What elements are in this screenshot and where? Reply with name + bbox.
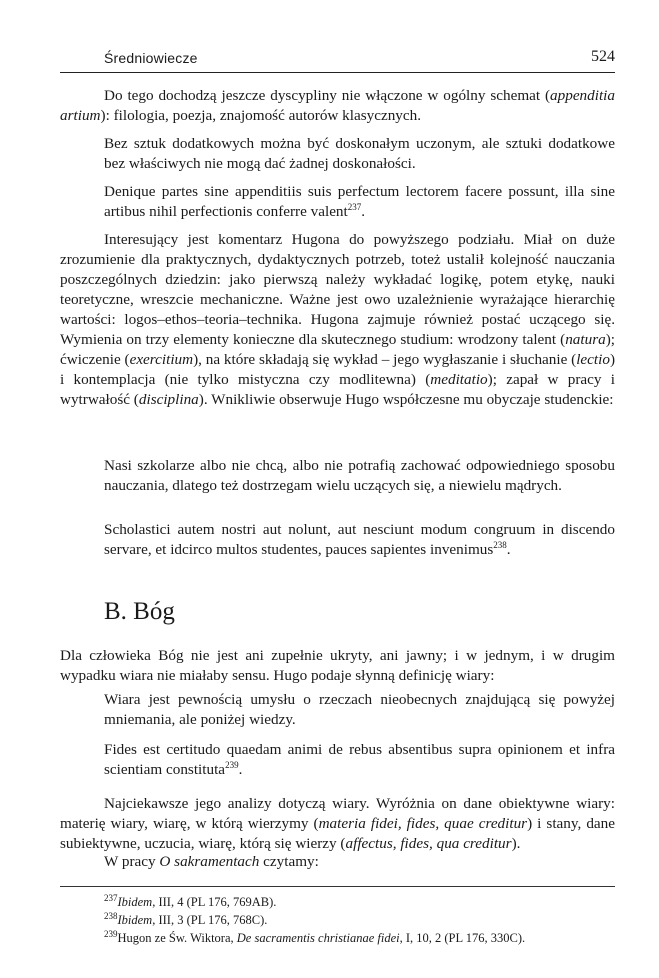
header-rule <box>60 72 615 73</box>
paragraph-hugo-commentary: Interesujący jest komentarz Hugona do powyższego podziału. Miał on duże zrozumienie dla praktycznych, dydaktycznych potrzeb, toteż ustalił kolejność nauczania poszczególnych dziedzin: jako pierwszą należy wykładać logikę, potem etykę, nauki teoretyczne, wreszcie mechaniczne. Ważne jest owo uzależnienie wyrażające hierarchię wartości: logos–ethos–teoria–technika. Hugona zajmuje również postać uczącego się. Wymienia on trzy elementy konieczne dla skutecznego studium: wrodzony talent (natura); ćwiczenie (exercitium), na które składają się wykład – jego wygłaszanie i słuchanie (lectio) i kontemplacja (nie tylko mistyczna czy modlitewna) (meditatio); zapał w pracy i wytrwałość (disciplina). Wnikliwie obserwuje Hugo współczesne mu obyczaje studenckie: <box>60 231 615 408</box>
footnote-ref: 239 <box>225 759 239 770</box>
paragraph-god: Dla człowieka Bóg nie jest ani zupełnie ukryty, ani jawny; i w jednym, i w drugim wypadku wiara nie miałaby sensu. Hugo podaje słynną definicję wiary: <box>60 647 615 684</box>
quote-polish-2: Nasi szkolarze albo nie chcą, albo nie potrafią zachować odpowiedniego sposobu nauczania, dlatego też dostrzegam wielu uczących się, a niewielu mądrych. <box>104 457 615 494</box>
quote-polish-1: Bez sztuk dodatkowych można być doskonałym uczonym, ale sztuki dodatkowe bez właściwych nie mogą dać żadnej doskonałości. <box>104 135 615 172</box>
quote-latin-2: Scholastici autem nostri aut nolunt, aut nesciunt modum congruum in discendo servare, et idcirco multos studentes, pauces sapientes invenimus$^{238}$. <box>104 521 615 558</box>
quote-latin-1: Denique partes sine appenditiis suis perfectum lectorem facere possunt, illa sine artibus nihil perfectionis conferre valent$^{237}$. <box>104 183 615 220</box>
paragraph-appenditia: Do tego dochodzą jeszcze dyscypliny nie włączone w ogólny schemat (appenditia artium): filologia, poezja, znajomość autorów klasycznych. <box>60 87 615 124</box>
running-head: Średniowiecze <box>104 50 198 66</box>
section-heading: B. Bóg <box>104 598 175 625</box>
footnote-238: $^{238}$Ibidem, III, 3 (PL 176, 768C). <box>104 910 268 927</box>
quote-polish-3: Wiara jest pewnością umysłu o rzeczach nieobecnych znajdującą się powyżej mniemania, ale poniżej wiedzy. <box>104 691 615 728</box>
footnote-239: $^{239}$Hugon ze Św. Wiktora, De sacramentis christianae fidei, I, 10, 2 (PL 176, 330C). <box>104 928 526 945</box>
footnote-ref: 237 <box>347 201 362 212</box>
footnote-ref: 238 <box>493 539 507 550</box>
page-number: 524 <box>591 48 615 65</box>
paragraph-sacraments: W pracy O sakramentach czytamy: <box>104 853 319 870</box>
quote-latin-3: Fides est certitudo quaedam animi de rebus absentibus supra opinionem et infra scientiam constituta$^{239}$. <box>104 741 615 778</box>
footnote-237: $^{237}$Ibidem, III, 4 (PL 176, 769AB). <box>104 892 277 909</box>
footnote-rule <box>60 886 615 887</box>
paragraph-faith: Najciekawsze jego analizy dotyczą wiary. Wyróżnia on dane obiektywne wiary: materię wiary, wiarę, w którą wierzymy (materia fidei, fides, quae creditur) i stany, dane subiektywne, uczucia, wiarę, którą się wierzy (affectus, fides, qua creditur). <box>60 795 615 852</box>
